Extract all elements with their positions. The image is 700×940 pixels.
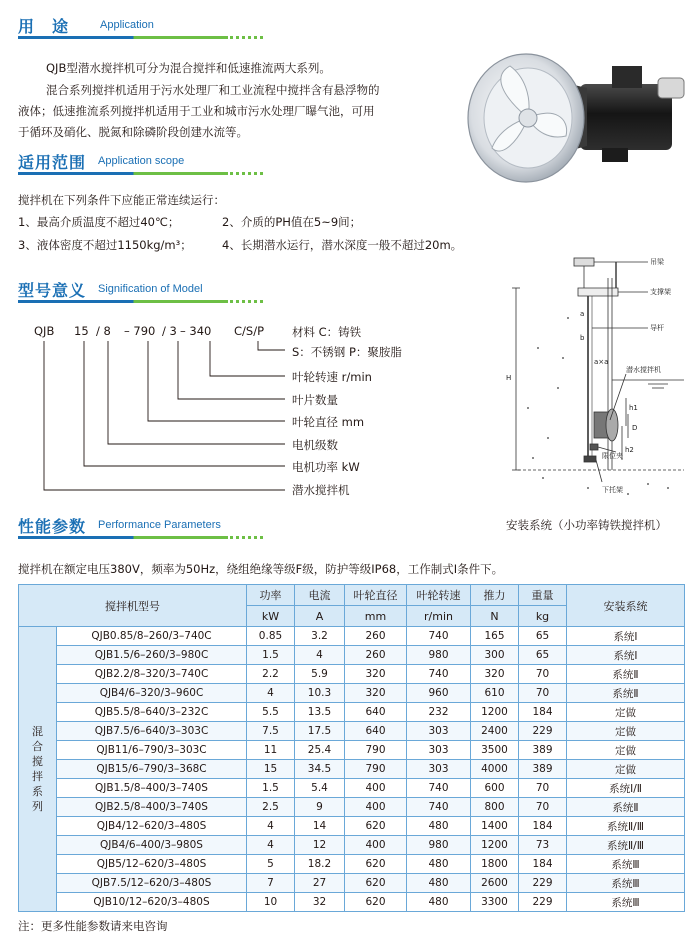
col-model: 搅拌机型号 [19,585,247,627]
group-label-text: 混合搅拌系列 [32,725,43,813]
model-label-blades: 叶片数量 [292,393,338,407]
cell-install: 系统Ⅲ [567,874,685,893]
unit-thrust: N [471,606,519,627]
cell-current: 5.9 [295,665,345,684]
table-row [19,855,685,874]
cell-speed: 480 [407,874,471,893]
table-row [19,798,685,817]
model-material-line1: 材料 C：铸铁 [292,325,362,339]
cell-speed: 960 [407,684,471,703]
cell-power: 5.5 [247,703,295,722]
model-code-power: 15 [74,324,89,338]
table-row [19,760,685,779]
cell-thrust: 4000 [471,760,519,779]
cell-diameter: 620 [345,817,407,836]
model-code-material: C/S/P [234,324,265,338]
cell-thrust: 600 [471,779,519,798]
cell-thrust: 1400 [471,817,519,836]
model-code-series: QJB [34,324,55,338]
section-title-cn: 适用范围 [18,153,87,172]
cell-power: 0.85 [247,627,295,646]
cell-current: 32 [295,893,345,912]
cell-diameter: 790 [345,741,407,760]
cell-diameter: 620 [345,855,407,874]
cell-speed: 303 [407,760,471,779]
cell-thrust: 320 [471,665,519,684]
model-code-blades: / 3 [162,324,177,338]
cell-diameter: 790 [345,760,407,779]
cell-thrust: 3300 [471,893,519,912]
cell-power: 7 [247,874,295,893]
model-label-poles: 电机级数 [292,438,338,452]
cell-power: 2.2 [247,665,295,684]
table-row [19,703,685,722]
cell-thrust: 2400 [471,722,519,741]
cell-weight: 70 [519,798,567,817]
cell-weight: 65 [519,646,567,665]
performance-intro: 搅拌机在额定电压380V，频率为50Hz，绕组绝缘等级F级，防护等级IP68，工作制式Ⅰ条件下。 [18,562,504,576]
cell-speed: 740 [407,798,471,817]
cell-install: 系统Ⅱ/Ⅲ [567,836,685,855]
application-line-4: 于循环及硝化、脱氮和除磷阶段创建水流等。 [18,125,248,139]
table-row [19,627,685,646]
cell-speed: 740 [407,779,471,798]
model-label-mixer: 潜水搅拌机 [292,483,350,497]
table-row [19,722,685,741]
col-power: 功率 [247,585,295,606]
section-title-en: Application scope [98,155,185,167]
cell-model: QJB15/6–790/3–368C [57,760,247,779]
label-guide: 导杆 [650,324,664,332]
cell-diameter: 260 [345,627,407,646]
cell-model: QJB1.5/6–260/3–980C [57,646,247,665]
cell-model: QJB7.5/6–640/3–303C [57,722,247,741]
table-row [19,646,685,665]
cell-power: 4 [247,836,295,855]
model-code-poles: / 8 [96,324,111,338]
cell-thrust: 300 [471,646,519,665]
scope-intro: 搅拌机在下列条件下应能正常连续运行： [18,193,225,207]
cell-current: 4 [295,646,345,665]
label-D: D [632,424,638,432]
cell-diameter: 400 [345,798,407,817]
cell-speed: 980 [407,646,471,665]
col-weight: 重量 [519,585,567,606]
footer-note: 注：更多性能参数请来电咨询 [18,919,168,933]
cell-power: 11 [247,741,295,760]
cell-weight: 70 [519,684,567,703]
cell-speed: 480 [407,893,471,912]
label-support: 支撑架 [650,288,671,296]
cell-current: 10.3 [295,684,345,703]
model-label-power: 电机功率 kW [292,460,360,474]
cell-power: 15 [247,760,295,779]
cell-weight: 229 [519,722,567,741]
unit-current: A [295,606,345,627]
section-title-en: Signification of Model [98,283,203,295]
cell-install: 系统Ⅱ/Ⅲ [567,817,685,836]
cell-weight: 70 [519,665,567,684]
cell-install: 系统Ⅰ [567,627,685,646]
model-code-speed: – 340 [180,324,212,338]
model-material-line2: S：不锈钢 P：聚胺脂 [292,345,402,359]
cell-thrust: 800 [471,798,519,817]
cell-model: QJB2.5/8–400/3–740S [57,798,247,817]
table-header-row [19,585,685,606]
performance-table [18,584,685,912]
scope-item-2: 2、介质的PH值在5~9间； [222,215,362,229]
cell-thrust: 610 [471,684,519,703]
cell-diameter: 260 [345,646,407,665]
cell-diameter: 640 [345,703,407,722]
table-row [19,779,685,798]
section-title-cn: 性能参数 [18,517,87,536]
group-label [19,627,57,912]
unit-diameter: mm [345,606,407,627]
unit-speed: r/min [407,606,471,627]
installation-caption: 安装系统（小功率铸铁搅拌机） [506,518,667,532]
application-line-1: QJB型潜水搅拌机可分为混合搅拌和低速推流两大系列。 [46,61,331,75]
cell-current: 27 [295,874,345,893]
cell-weight: 389 [519,741,567,760]
table-row [19,741,685,760]
cell-speed: 480 [407,817,471,836]
cell-diameter: 620 [345,874,407,893]
application-line-3: 液体；低速推流系列搅拌机适用于工业和城市污水处理厂曝气池，可用 [18,104,375,118]
cell-weight: 73 [519,836,567,855]
cell-model: QJB4/12–620/3–480S [57,817,247,836]
section-title-en: Performance Parameters [98,519,221,531]
cell-install: 系统Ⅰ/Ⅱ [567,779,685,798]
cell-current: 13.5 [295,703,345,722]
table-row [19,684,685,703]
model-label-speed: 叶轮转速 r/min [292,370,372,384]
cell-install: 系统Ⅱ [567,798,685,817]
cell-speed: 980 [407,836,471,855]
cell-model: QJB5.5/8–640/3–232C [57,703,247,722]
installation-diagram [498,248,694,510]
label-mixer: 潜水搅拌机 [626,366,661,374]
col-diameter: 叶轮直径 [345,585,407,606]
section-title-cn: 用 途 [18,17,70,36]
cell-weight: 184 [519,817,567,836]
label-b: b [580,334,585,342]
cell-install: 系统Ⅰ [567,646,685,665]
cell-speed: 480 [407,855,471,874]
cell-current: 5.4 [295,779,345,798]
col-speed: 叶轮转速 [407,585,471,606]
cell-weight: 184 [519,703,567,722]
cell-power: 10 [247,893,295,912]
cell-speed: 303 [407,722,471,741]
mixer-product-image [462,36,692,186]
cell-diameter: 620 [345,893,407,912]
cell-weight: 65 [519,627,567,646]
cell-diameter: 320 [345,665,407,684]
cell-current: 18.2 [295,855,345,874]
table-row [19,893,685,912]
cell-power: 2.5 [247,798,295,817]
cell-model: QJB2.2/8–320/3–740C [57,665,247,684]
section-title-en: Application [100,19,154,31]
cell-install: 系统Ⅱ [567,665,685,684]
unit-weight: kg [519,606,567,627]
col-install: 安装系统 [567,585,685,627]
cell-speed: 232 [407,703,471,722]
label-h2: h2 [625,446,634,454]
cell-thrust: 165 [471,627,519,646]
label-limiter: 限位夹 [602,452,623,460]
unit-power: kW [247,606,295,627]
cell-install: 定做 [567,703,685,722]
section-underline-dots [230,536,266,539]
cell-speed: 740 [407,665,471,684]
section-title-cn: 型号意义 [18,281,87,300]
label-a: a [580,310,585,318]
cell-current: 12 [295,836,345,855]
cell-current: 25.4 [295,741,345,760]
cell-thrust: 2600 [471,874,519,893]
cell-install: 定做 [567,722,685,741]
model-label-diameter: 叶轮直径 mm [292,415,365,429]
cell-install: 系统Ⅲ [567,855,685,874]
cell-current: 9 [295,798,345,817]
cell-power: 7.5 [247,722,295,741]
section-underline [18,536,228,539]
cell-power: 4 [247,817,295,836]
cell-weight: 184 [519,855,567,874]
col-thrust: 推力 [471,585,519,606]
label-hanger: 吊梁 [650,258,664,266]
cell-weight: 229 [519,893,567,912]
application-line-2: 混合系列搅拌机适用于污水处理厂和工业流程中搅拌含有悬浮物的 [46,83,380,97]
cell-power: 5 [247,855,295,874]
cell-current: 34.5 [295,760,345,779]
cell-model: QJB4/6–400/3–980S [57,836,247,855]
cell-model: QJB10/12–620/3–480S [57,893,247,912]
scope-item-4: 4、长期潜水运行，潜水深度一般不超过20m。 [222,238,463,252]
cell-install: 系统Ⅱ [567,684,685,703]
table-row [19,836,685,855]
cell-current: 14 [295,817,345,836]
model-code-diameter: – 790 [124,324,156,338]
cell-model: QJB0.85/8–260/3–740C [57,627,247,646]
cell-install: 定做 [567,760,685,779]
scope-item-3: 3、液体密度不超过1150kg/m³； [18,238,192,252]
cell-model: QJB11/6–790/3–303C [57,741,247,760]
cell-model: QJB4/6–320/3–960C [57,684,247,703]
cell-weight: 389 [519,760,567,779]
cell-weight: 229 [519,874,567,893]
cell-current: 3.2 [295,627,345,646]
label-bracket: 下托架 [602,486,623,494]
model-leader-lines [0,0,330,500]
table-row [19,817,685,836]
table-row [19,665,685,684]
scope-item-1: 1、最高介质温度不超过40℃； [18,215,180,229]
cell-diameter: 400 [345,779,407,798]
cell-thrust: 3500 [471,741,519,760]
cell-model: QJB1.5/8–400/3–740S [57,779,247,798]
cell-diameter: 640 [345,722,407,741]
cell-thrust: 1800 [471,855,519,874]
cell-thrust: 1200 [471,703,519,722]
col-current: 电流 [295,585,345,606]
cell-model: QJB5/12–620/3–480S [57,855,247,874]
cell-speed: 303 [407,741,471,760]
cell-power: 1.5 [247,646,295,665]
cell-power: 4 [247,684,295,703]
cell-install: 定做 [567,741,685,760]
cell-model: QJB7.5/12–620/3–480S [57,874,247,893]
table-row [19,874,685,893]
label-H: H [506,374,512,382]
cell-diameter: 400 [345,836,407,855]
cell-speed: 740 [407,627,471,646]
cell-diameter: 320 [345,684,407,703]
cell-weight: 70 [519,779,567,798]
cell-current: 17.5 [295,722,345,741]
label-axa: a×a [594,358,609,366]
label-h1: h1 [629,404,638,412]
cell-thrust: 1200 [471,836,519,855]
cell-power: 1.5 [247,779,295,798]
cell-install: 系统Ⅲ [567,893,685,912]
